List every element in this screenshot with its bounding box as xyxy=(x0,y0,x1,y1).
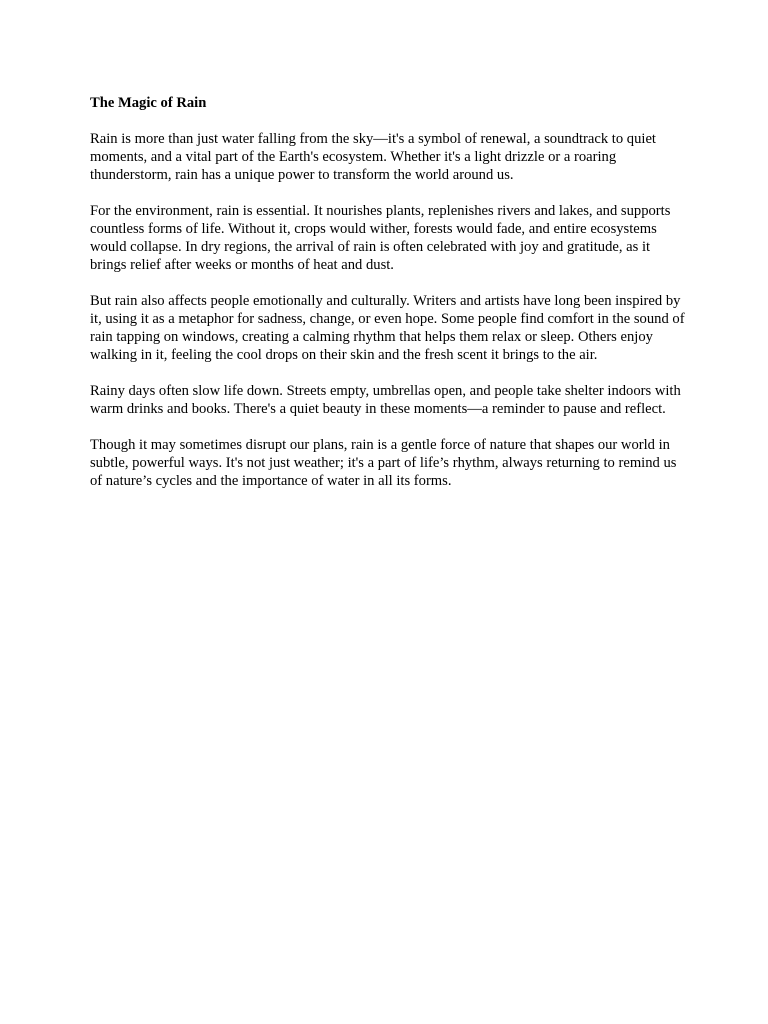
paragraph-rainy-days: Rainy days often slow life down. Streets empty, umbrellas open, and people take shelter indoors with warm drinks and books. There's a quiet beauty in these moments—a reminder to pause and reflect. xyxy=(90,383,681,417)
paragraph-conclusion: Though it may sometimes disrupt our plans, rain is a gentle force of nature that shapes our world in subtle, powerful ways. It's not just weather; it's a part of life’s rhythm, always returning to remind us of nature’s cycles and the importance of water in all its forms. xyxy=(90,437,677,489)
paragraph-intro: Rain is more than just water falling from the sky—it's a symbol of renewal, a soundtrack to quiet moments, and a vital part of the Earth's ecosystem. Whether it's a light drizzle or a roaring thunderstorm, rain has a unique power to transform the world around us. xyxy=(90,131,656,183)
document-body xyxy=(90,94,690,490)
document-title: The Magic of Rain xyxy=(90,95,207,111)
paragraph-environment: For the environment, rain is essential. It nourishes plants, replenishes rivers and lakes, and supports countless forms of life. Without it, crops would wither, forests would fade, and entire ecosystems would collapse. In dry regions, the arrival of rain is often celebrated with joy and gratitude, as it brings relief after weeks or months of heat and dust. xyxy=(90,203,671,273)
paragraph-emotional: But rain also affects people emotionally and culturally. Writers and artists have long been inspired by it, using it as a metaphor for sadness, change, or even hope. Some people find comfort in the sound of rain tapping on windows, creating a calming rhythm that helps them relax or sleep. Others enjoy walking in it, feeling the cool drops on their skin and the fresh scent it brings to the air. xyxy=(90,293,685,363)
